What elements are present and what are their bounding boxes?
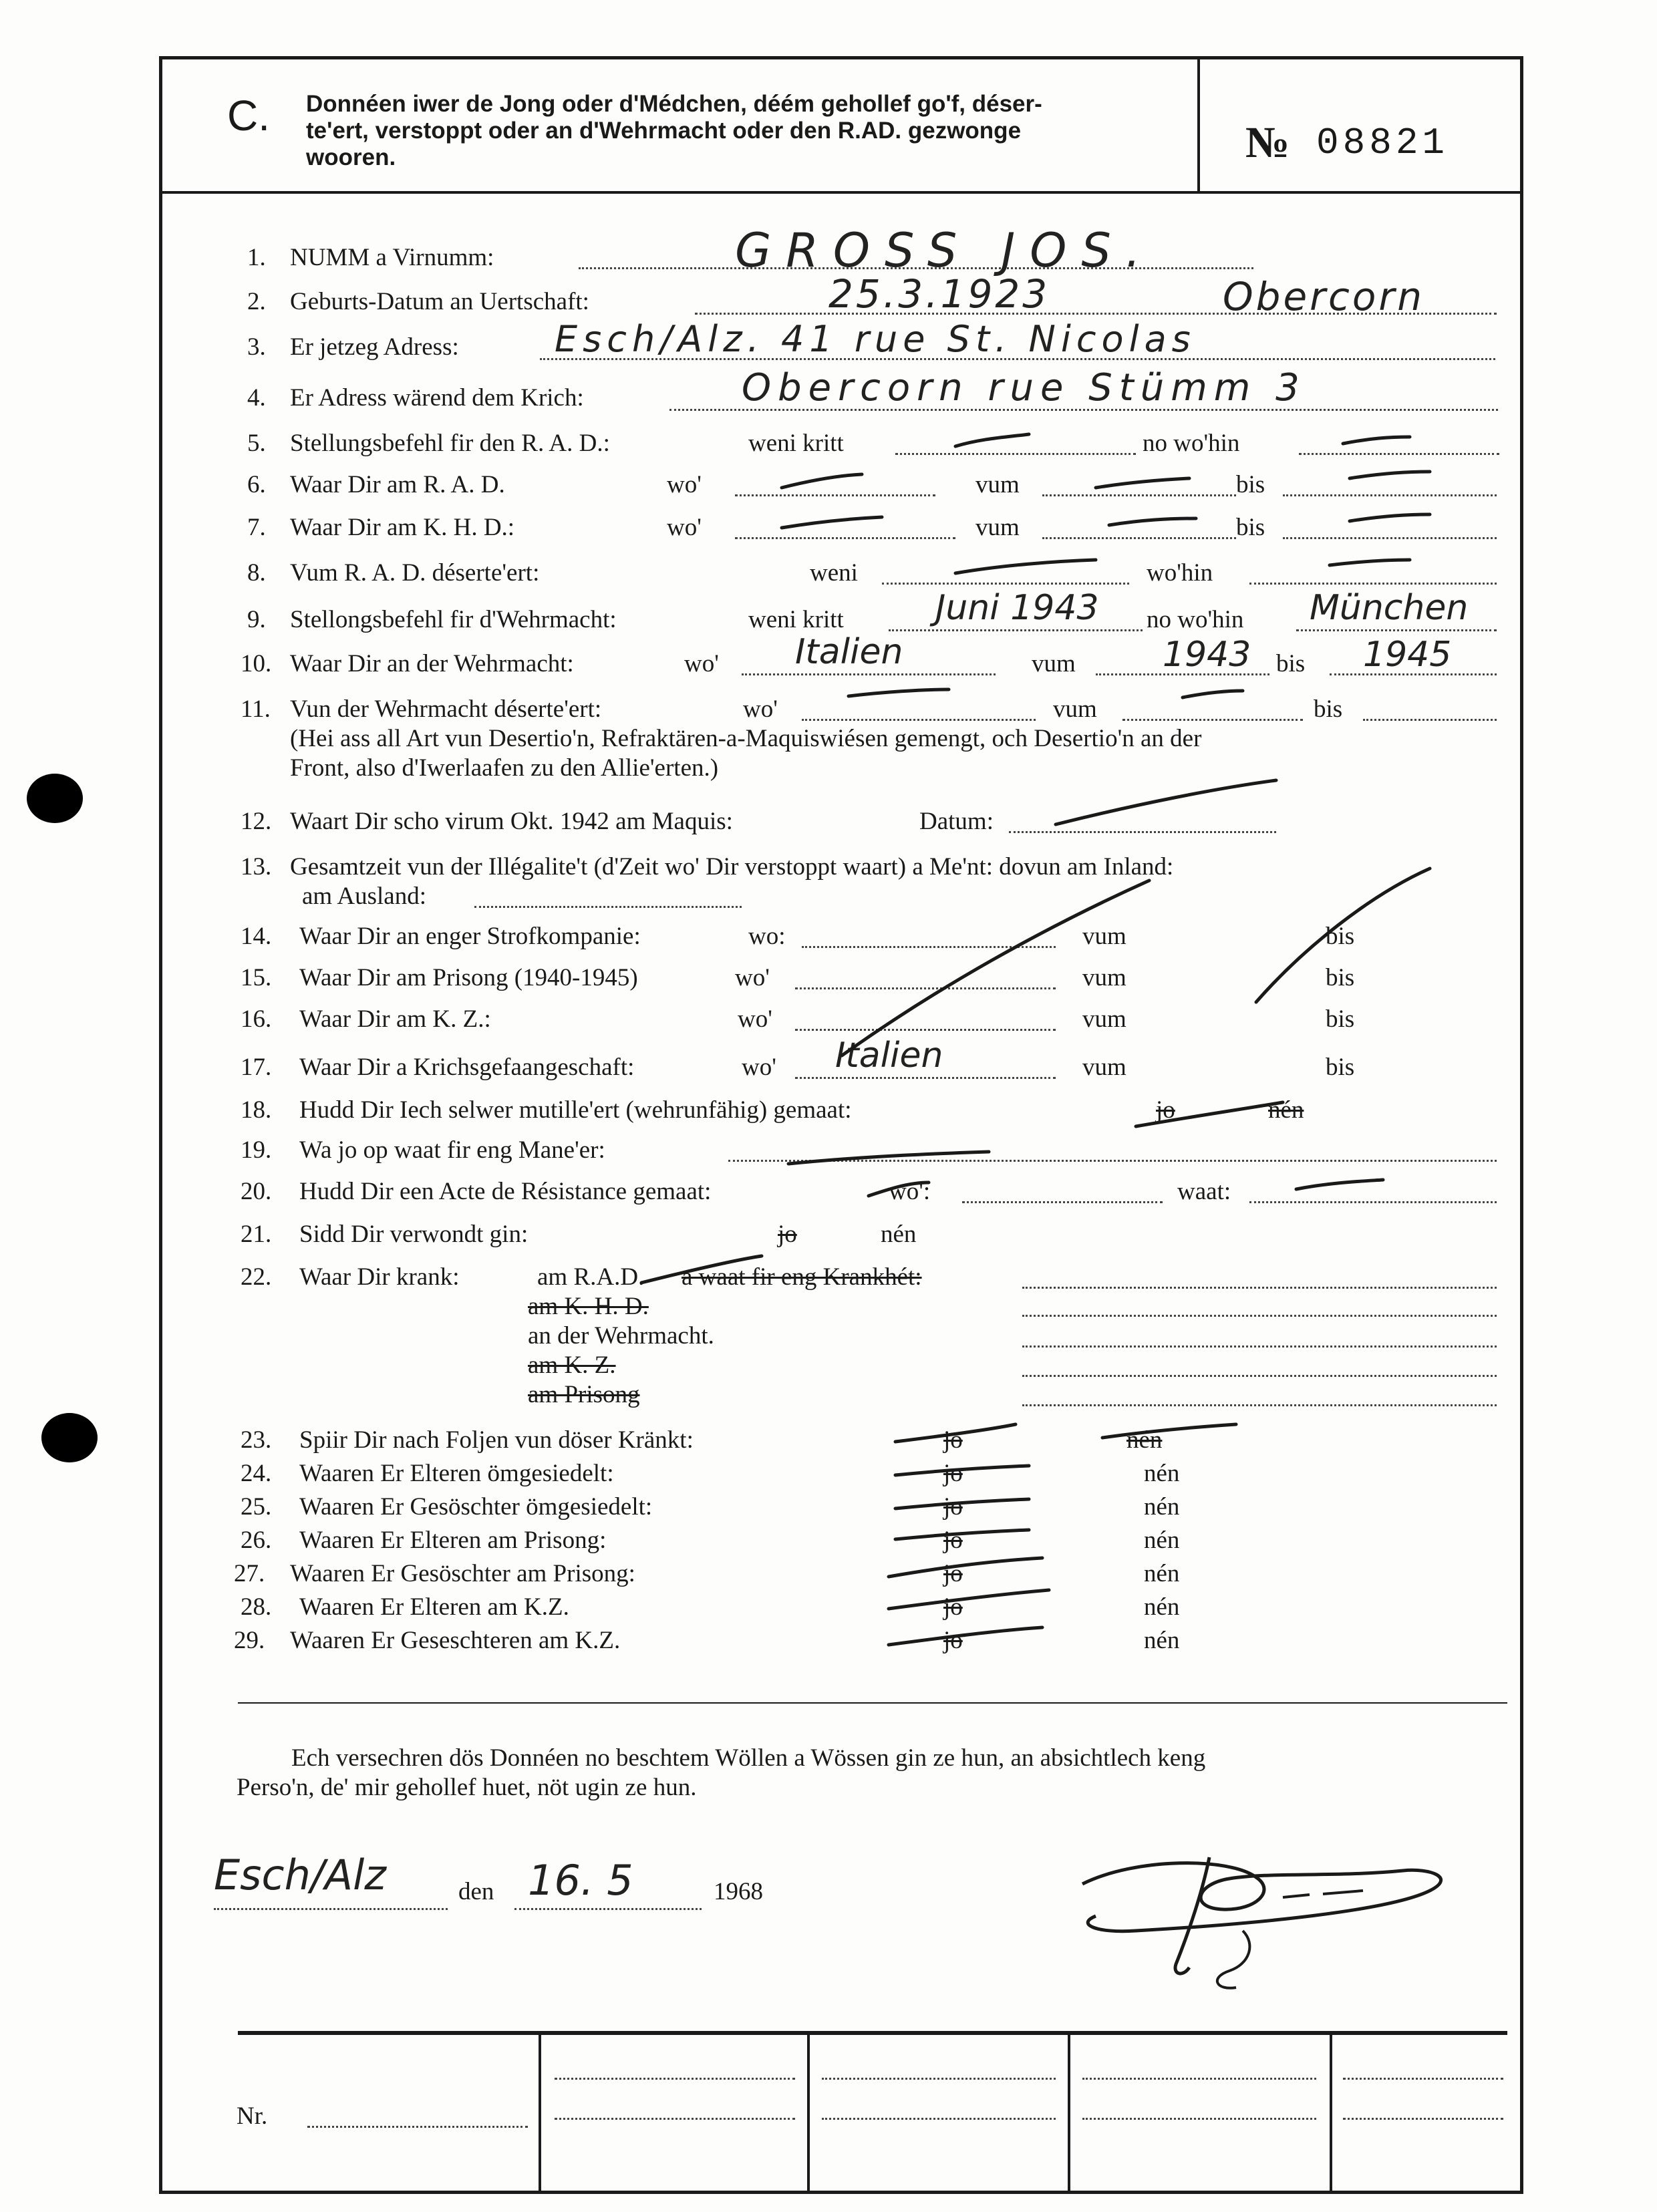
- q16-where-field[interactable]: [795, 1029, 1056, 1031]
- q14-number: 14.: [241, 923, 272, 950]
- q6-where-label: wo': [667, 471, 702, 498]
- q24-no-option[interactable]: nén: [1144, 1460, 1180, 1487]
- q29-number: 29.: [234, 1627, 265, 1654]
- q3-number: 3.: [247, 333, 266, 361]
- signature-year: 1968: [714, 1878, 763, 1905]
- q21-number: 21.: [241, 1221, 272, 1248]
- q22-illness-label: a waat fir eng Krankhét:: [682, 1263, 922, 1291]
- q12-date-field[interactable]: [1009, 831, 1276, 833]
- q18-label: Hudd Dir Iech selwer mutille'ert (wehrunfähig) gemaat:: [299, 1096, 852, 1124]
- answer-wehrmacht-from: 1943: [1163, 635, 1251, 675]
- q9-where-label: no wo'hin: [1147, 606, 1244, 633]
- q1-number: 1.: [247, 244, 266, 271]
- q17-label: Waar Dir a Krichsgefaangeschaft:: [299, 1054, 635, 1081]
- q26-no-option[interactable]: nén: [1144, 1527, 1180, 1554]
- answer-wehrmacht-order-where: München: [1310, 588, 1469, 628]
- footer-dots-3a: [1082, 2078, 1316, 2080]
- q14-label: Waar Dir an enger Strofkompanie:: [299, 923, 641, 950]
- q5-when-label: weni kritt: [748, 430, 844, 457]
- answer-pow-where: Italien: [835, 1036, 943, 1076]
- q5-label: Stellungsbefehl fir den R. A. D.:: [290, 430, 610, 457]
- q15-where-label: wo': [735, 964, 770, 991]
- q7-from-label: vum: [975, 514, 1020, 541]
- footer-dots-1a: [555, 2078, 795, 2080]
- q2-label: Geburts-Datum an Uertschaft:: [290, 288, 589, 315]
- q22-number: 22.: [241, 1263, 272, 1291]
- q17-to-label: bis: [1326, 1054, 1355, 1081]
- q8-when-field[interactable]: [882, 583, 1129, 585]
- q2-number: 2.: [247, 288, 266, 315]
- q27-yes-option[interactable]: jo: [943, 1560, 963, 1587]
- footer-dots-2b: [822, 2118, 1056, 2120]
- q13-number: 13.: [241, 853, 272, 881]
- q7-from-field[interactable]: [1042, 537, 1236, 539]
- q24-number: 24.: [241, 1460, 272, 1487]
- q17-where-field[interactable]: [795, 1077, 1056, 1079]
- q22-prisong: am Prisong: [528, 1381, 640, 1408]
- q7-label: Waar Dir am K. H. D.:: [290, 514, 515, 541]
- q14-where-label: wo:: [748, 923, 786, 950]
- q23-number: 23.: [241, 1426, 272, 1454]
- q21-yes-option[interactable]: jo: [778, 1221, 797, 1248]
- q16-label: Waar Dir am K. Z.:: [299, 1005, 491, 1033]
- q10-number: 10.: [241, 650, 272, 677]
- q9-label: Stellongsbefehl fir d'Wehrmacht:: [290, 606, 617, 633]
- q6-from-label: vum: [975, 471, 1020, 498]
- signature-scrawl: [1056, 1831, 1470, 2004]
- q11-where-field[interactable]: [802, 719, 1036, 721]
- q4-number: 4.: [247, 384, 266, 412]
- q10-label: Waar Dir an der Wehrmacht:: [290, 650, 574, 677]
- q22-field-prisong[interactable]: [1022, 1404, 1497, 1406]
- q11-from-field[interactable]: [1122, 719, 1303, 721]
- q25-label: Waaren Er Gesöschter ömgesiedelt:: [299, 1493, 653, 1521]
- q23-label: Spiir Dir nach Foljen vun döser Kränkt:: [299, 1426, 694, 1454]
- q15-number: 15.: [241, 964, 272, 991]
- form-title-line-1: Donnéen iwer de Jong oder d'Médchen, déém gehollef go'f, déser-: [306, 91, 1042, 117]
- q22-field-kz[interactable]: [1022, 1375, 1497, 1377]
- q8-label: Vum R. A. D. déserte'ert:: [290, 559, 540, 587]
- q11-note-line-1: (Hei ass all Art vun Desertio'n, Refraktären-a-Maquiswiésen gemengt, och Desertio'n an der: [290, 725, 1202, 752]
- q26-label: Waaren Er Elteren am Prisong:: [299, 1527, 607, 1554]
- q29-yes-option[interactable]: jo: [943, 1627, 963, 1654]
- q7-where-field[interactable]: [735, 537, 955, 539]
- den-label: den: [458, 1878, 494, 1905]
- number-sign: №: [1245, 118, 1290, 167]
- q6-number: 6.: [247, 471, 266, 498]
- q6-label: Waar Dir am R. A. D.: [290, 471, 505, 498]
- q15-label: Waar Dir am Prisong (1940-1945): [299, 964, 638, 991]
- q7-number: 7.: [247, 514, 266, 541]
- q9-when-label: weni kritt: [748, 606, 844, 633]
- footer-dots-4a: [1343, 2078, 1503, 2080]
- answer-wehrmacht-to: 1945: [1363, 635, 1452, 675]
- q14-where-field[interactable]: [802, 946, 1056, 948]
- q16-from-label: vum: [1082, 1005, 1126, 1033]
- q20-what-label: waat:: [1177, 1178, 1231, 1205]
- signature-place: Esch/Alz: [214, 1851, 386, 1899]
- q10-where-field[interactable]: [742, 673, 996, 675]
- q11-label: Vun der Wehrmacht déserte'ert:: [290, 695, 602, 723]
- answer-current-address: Esch/Alz. 41 rue St. Nicolas: [555, 318, 1196, 360]
- q17-where-label: wo': [742, 1054, 776, 1081]
- q5-where-field[interactable]: [1299, 453, 1499, 455]
- answer-name: GROSS JOS.: [735, 223, 1156, 278]
- q6-where-field[interactable]: [735, 494, 935, 496]
- q20-where-field[interactable]: [962, 1201, 1163, 1203]
- footer-rule-top: [238, 2031, 1507, 2035]
- q13-abroad-label: am Ausland:: [302, 883, 427, 910]
- q22-khd: am K. H. D.: [528, 1293, 649, 1320]
- q8-when-label: weni: [810, 559, 858, 587]
- q23-yes-option[interactable]: jo: [943, 1426, 963, 1454]
- q11-from-label: vum: [1053, 695, 1097, 723]
- form-title-line-3: wooren.: [306, 144, 396, 170]
- q15-from-label: vum: [1082, 964, 1126, 991]
- q19-number: 19.: [241, 1136, 272, 1164]
- form-title: [306, 91, 1255, 171]
- q28-no-option[interactable]: nén: [1144, 1593, 1180, 1621]
- q11-where-label: wo': [743, 695, 778, 723]
- answer-war-address: Obercorn rue Stümm 3: [742, 366, 1306, 410]
- q14-to-label: bis: [1326, 923, 1355, 950]
- q16-to-label: bis: [1326, 1005, 1355, 1033]
- q20-what-field[interactable]: [1249, 1201, 1497, 1203]
- q18-number: 18.: [241, 1096, 272, 1124]
- declaration-line-2: Perso'n, de' mir gehollef huet, nöt ugin ze hun.: [237, 1774, 697, 1801]
- q11-note-line-2: Front, also d'Iwerlaafen zu den Allie'erten.): [290, 754, 719, 782]
- q27-no-option[interactable]: nén: [1144, 1560, 1180, 1587]
- q9-when-field[interactable]: [889, 629, 1143, 631]
- q17-from-label: vum: [1082, 1054, 1126, 1081]
- q29-no-option[interactable]: nén: [1144, 1627, 1180, 1654]
- punch-hole-bottom: [41, 1413, 98, 1462]
- declaration-line-1: Ech versechren dös Donnéen no beschtem Wöllen a Wössen gin ze hun, an absichtlech keng: [291, 1744, 1206, 1772]
- q29-label: Waaren Er Geseschteren am K.Z.: [290, 1627, 621, 1654]
- q8-where-field[interactable]: [1249, 583, 1497, 585]
- footer-col-3: [1068, 2032, 1070, 2193]
- q25-no-option[interactable]: nén: [1144, 1493, 1180, 1521]
- q22-label: Waar Dir krank:: [299, 1263, 460, 1291]
- q27-label: Waaren Er Gesöschter am Prisong:: [290, 1560, 635, 1587]
- place-field[interactable]: [214, 1908, 448, 1910]
- q22-kz: am K. Z.: [528, 1352, 616, 1379]
- footer-col-1: [539, 2032, 541, 2193]
- q10-where-label: wo': [684, 650, 719, 677]
- header-bottom-rule: [159, 191, 1523, 194]
- answer-wehrmacht-where: Italien: [795, 632, 903, 672]
- q18-yes-option[interactable]: jo: [1156, 1096, 1175, 1124]
- q1-label: NUMM a Virnumm:: [290, 244, 494, 271]
- q8-number: 8.: [247, 559, 266, 587]
- q18-no-option[interactable]: nén: [1268, 1096, 1304, 1124]
- q26-yes-option[interactable]: jo: [943, 1527, 963, 1554]
- q26-number: 26.: [241, 1527, 272, 1554]
- q23-no-option[interactable]: nén: [1126, 1426, 1163, 1454]
- q22-field-rad[interactable]: [1022, 1287, 1497, 1289]
- q22-field-wehrmacht[interactable]: [1022, 1346, 1497, 1348]
- q17-number: 17.: [241, 1054, 272, 1081]
- declaration-rule: [238, 1702, 1507, 1704]
- q13-abroad-field[interactable]: [474, 906, 742, 908]
- q22-field-khd[interactable]: [1022, 1315, 1497, 1317]
- q22-wehrmacht: an der Wehrmacht.: [528, 1322, 714, 1350]
- q5-where-label: no wo'hin: [1143, 430, 1240, 457]
- q3-label: Er jetzeg Adress:: [290, 333, 459, 361]
- q15-where-field[interactable]: [795, 987, 1056, 989]
- footer-dots-1b: [555, 2118, 795, 2120]
- form-number: 08821: [1316, 122, 1449, 164]
- q24-yes-option[interactable]: jo: [943, 1460, 963, 1487]
- nr-label: Nr.: [237, 2102, 268, 2130]
- q6-to-label: bis: [1236, 471, 1265, 498]
- answer-birth-date: 25.3.1923: [828, 271, 1050, 317]
- q21-label: Sidd Dir verwondt gin:: [299, 1221, 529, 1248]
- q8-where-label: wo'hin: [1147, 559, 1213, 587]
- q6-from-field[interactable]: [1042, 494, 1236, 496]
- q6-to-field[interactable]: [1283, 494, 1497, 496]
- q7-to-field[interactable]: [1283, 537, 1497, 539]
- footer-dots-2a: [822, 2078, 1056, 2080]
- q16-where-label: wo': [738, 1005, 772, 1033]
- q15-to-label: bis: [1326, 964, 1355, 991]
- q27-number: 27.: [234, 1560, 265, 1587]
- date-field[interactable]: [514, 1908, 702, 1910]
- q20-where-label: wo':: [889, 1178, 931, 1205]
- answer-wehrmacht-order-when: Juni 1943: [935, 588, 1099, 628]
- q9-where-field[interactable]: [1296, 629, 1497, 631]
- q19-label: Wa jo op waat fir eng Mane'er:: [299, 1136, 605, 1164]
- footer-col-2: [807, 2032, 810, 2193]
- q16-number: 16.: [241, 1005, 272, 1033]
- q4-label: Er Adress wärend dem Krich:: [290, 384, 584, 412]
- q12-number: 12.: [241, 808, 272, 835]
- q20-label: Hudd Dir een Acte de Résistance gemaat:: [299, 1178, 712, 1205]
- footer-col-4: [1330, 2032, 1332, 2193]
- q22-rad: am R.A.D.: [537, 1263, 645, 1291]
- q21-no-option[interactable]: nén: [881, 1221, 917, 1248]
- q7-to-label: bis: [1236, 514, 1265, 541]
- q12-date-label: Datum:: [919, 808, 994, 835]
- q25-yes-option[interactable]: jo: [943, 1493, 963, 1521]
- q10-to-label: bis: [1276, 650, 1306, 677]
- q7-where-label: wo': [667, 514, 702, 541]
- q13-label: Gesamtzeit vun der Illégalite't (d'Zeit wo' Dir verstoppt waart) a Me'nt: dovun am Inland:: [290, 853, 1174, 881]
- q20-number: 20.: [241, 1178, 272, 1205]
- form-title-line-2: te'ert, verstoppt oder an d'Wehrmacht oder den R.AD. gezwonge: [306, 118, 1022, 144]
- q28-yes-option[interactable]: jo: [943, 1593, 963, 1621]
- q12-label: Waart Dir scho virum Okt. 1942 am Maquis:: [290, 808, 733, 835]
- answer-birth-place: Obercorn: [1223, 274, 1424, 319]
- signature-date: 16. 5: [528, 1856, 633, 1905]
- section-letter: C.: [227, 92, 270, 140]
- q11-number: 11.: [241, 695, 271, 723]
- footer-dots-3b: [1082, 2118, 1316, 2120]
- q24-label: Waaren Er Elteren ömgesiedelt:: [299, 1460, 614, 1487]
- q11-to-field[interactable]: [1363, 719, 1497, 721]
- nr-field[interactable]: [307, 2126, 528, 2128]
- q19-field[interactable]: [728, 1160, 1497, 1162]
- q28-label: Waaren Er Elteren am K.Z.: [299, 1593, 569, 1621]
- q11-to-label: bis: [1314, 695, 1343, 723]
- q10-from-label: vum: [1032, 650, 1076, 677]
- q5-number: 5.: [247, 430, 266, 457]
- q5-when-field[interactable]: [895, 453, 1136, 455]
- q25-number: 25.: [241, 1493, 272, 1521]
- q14-from-label: vum: [1082, 923, 1126, 950]
- q9-number: 9.: [247, 606, 266, 633]
- q28-number: 28.: [241, 1593, 272, 1621]
- footer-dots-4b: [1343, 2118, 1503, 2120]
- punch-hole-top: [27, 774, 83, 823]
